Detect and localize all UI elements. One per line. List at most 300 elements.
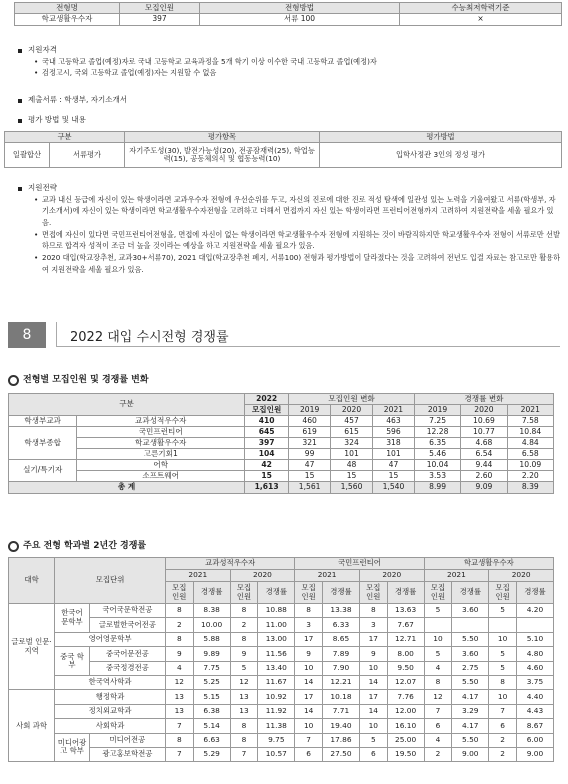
t2-h-year: 2020 [230,570,295,582]
t2-h-rate: 경쟁률 [258,582,295,604]
cell-value: 15 [373,471,415,482]
cell-value: 7.90 [323,661,360,675]
cell-value: 397 [245,438,289,449]
cell-value: 13 [165,690,193,704]
cell-value: 6 [359,747,387,761]
cell-value [516,618,553,632]
cell-value: 4 [165,661,193,675]
table-row [9,438,554,449]
cell-value: 460 [289,416,331,427]
division: 한국어 문학부 [55,604,90,633]
cell-value: 13 [165,704,193,718]
t1-h-2022: 2022 [245,394,289,405]
total-value: 1,540 [373,482,415,494]
cell-value: 13.38 [323,604,360,618]
cell-value: 2 [165,618,193,632]
cell-value: 9 [230,647,258,661]
cell-value: 11.00 [258,618,295,632]
cell-value: 3.29 [452,704,489,718]
cell-value: 7.58 [507,416,553,427]
cell-value: 8 [230,733,258,747]
cell-value: 15 [331,471,373,482]
cell-value: 12 [424,690,452,704]
cell-value: 17.86 [323,733,360,747]
cell-value: 5 [424,604,452,618]
cell-value: 12 [230,675,258,689]
cell-value: 2 [230,618,258,632]
t2-h-quota: 모집 인원 [359,582,387,604]
cell-value: 13 [230,704,258,718]
th-quota: 모집인원 [120,3,200,14]
t2-h-quota: 모집 인원 [295,582,323,604]
cell-value: 8 [424,675,452,689]
qual-item: • 국내 고등학교 졸업(예정)자로 국내 고등학교 교육과정을 5개 학기 이상 이수한 국내 고등학교 졸업(예정)자 [14,56,562,68]
cell-value: 9.89 [193,647,230,661]
section-number: 8 [8,322,46,348]
t2-title: 주요 전형 학과별 2년간 경쟁률 [8,538,146,552]
cell-value: 5.10 [516,632,553,646]
cell-value: 12.28 [414,427,460,438]
cell-value: 8 [165,632,193,646]
cell-value: 7.67 [387,618,424,632]
t2-h-rate: 경쟁률 [452,582,489,604]
th-type: 전형명 [15,3,120,14]
cell-value: 4.17 [452,719,489,733]
strategy-item: • 면접에 자신이 있다면 국민프런티어전형을, 면접에 자신이 없는 학생이라면 학교생활우수자 전형에 지원하는 것이 바람직하지만 학교생활우수자 전형이 서류로만 선발하므로 합격자 성적이 조금 더 높을 것이라는 예상을 하고 지원전략을 세울 필요가 있음. [14,229,562,252]
cell-value: 19.50 [387,747,424,761]
section-heading [8,322,560,348]
cell-value: 13.63 [387,604,424,618]
strategy-item: • 2020 대입(학교장추천, 교과30+서류70), 2021 대입(학교장추천 폐지, 서류100) 전형과 평가방법이 달라졌다는 것을 고려하여 전년도 입결 자료는 참고로만 활용하여 지원전략을 세울 필요가 있음. [14,252,562,275]
college: 사회 과학 [9,690,55,762]
row-group: 학생부교과 [9,416,77,427]
cell-value: 5.15 [193,690,230,704]
cell-value: 3 [359,618,387,632]
t1-h-change: 모집인원 변화 [289,394,415,405]
major: 글로벌한국어전공 [89,618,165,632]
cell-value: 6.38 [193,704,230,718]
cell-value: 5 [359,733,387,747]
table-row [9,427,554,438]
cell-value: 4.17 [452,690,489,704]
cell-value: 7.75 [193,661,230,675]
cell-value: 10 [295,661,323,675]
major-competition-table [8,557,554,762]
cell-value: 11.67 [258,675,295,689]
cell-value: 3.53 [414,471,460,482]
cell-value: 10.04 [414,460,460,471]
row-name: 고른기회1 [77,449,245,460]
t1-h-year: 2021 [507,405,553,416]
cell-value: 5 [489,647,517,661]
competition-by-type-table [8,393,554,494]
cell-value: 7 [230,747,258,761]
t1-h-rate: 경쟁률 변화 [414,394,553,405]
cell-value: 17 [359,690,387,704]
cell-value: 2.60 [461,471,507,482]
cell-value: 48 [331,460,373,471]
cell-value: 10.57 [258,747,295,761]
major: 중국어문전공 [89,647,165,661]
circle-bullet-icon [8,541,19,552]
cell-value: 6.35 [414,438,460,449]
cell-value: 12.21 [323,675,360,689]
cell-value: 10.77 [461,427,507,438]
th-items: 평가항목 [125,132,320,143]
t1-h-year: 2019 [414,405,460,416]
cell-value: 6.54 [461,449,507,460]
table-row [9,618,554,632]
row-name: 소프트웨어 [77,471,245,482]
cell-value: 2 [424,747,452,761]
total-value: 8.99 [414,482,460,494]
cell-value: 9 [295,647,323,661]
cell-value: 8.65 [323,632,360,646]
division: 미디어광고 학부 [55,733,90,762]
th-gubun: 구분 [5,132,125,143]
row-group: 학생부종합 [9,427,77,460]
cell-value: 17 [295,632,323,646]
t1-h-year: 2020 [331,405,373,416]
cell-value: 4 [424,661,452,675]
t2-h-quota: 모집 인원 [230,582,258,604]
cell-value: 7 [165,719,193,733]
cell-value: 7.76 [387,690,424,704]
cell-value: 47 [373,460,415,471]
cell-value: 5.50 [452,632,489,646]
cell-value: 5 [489,604,517,618]
cell-value: 10.69 [461,416,507,427]
cell-value: 3 [295,618,323,632]
cell-value: 6 [424,719,452,733]
admission-type-table [14,2,562,26]
cell-value: 5.29 [193,747,230,761]
major: 한국역사학과 [55,675,166,689]
t2-h-univ: 대학 [9,558,55,604]
t2-h-quota: 모집 인원 [489,582,517,604]
cell-value: 5 [230,661,258,675]
t2-h-year: 2021 [165,570,230,582]
cell-value: 9.50 [387,661,424,675]
cell-value: 6 [295,747,323,761]
strategy-title: 지원전략 [14,182,562,194]
strategy-item: • 교과 내신 등급에 자신이 있는 학생이라면 교과우수자 전형에 우선순위를 두고, 자신의 진로에 대한 진로 적성 탐색에 일관성 있는 노력을 기울여왔고 서류(학생부, 자기소개서)에 자신이 있는 학생이라면 학교생활우수자전형을 고려하고 더해서 면접까지 자신 있는 학생이라면 프런티어전형까지 고려하여 지원전략을 세울 필요가 있음. [14,194,562,229]
docs-line: 제출서류 : 학생부, 자기소개서 [14,94,127,106]
t2-h-group: 교과성적우수자 [165,558,294,570]
circle-bullet-icon [8,375,19,386]
cell-value: 324 [331,438,373,449]
cell-value: 2 [489,733,517,747]
td-eval-items: 자기주도성(30), 발전가능성(20), 전공잠재력(25), 학업능력(15), 공동체의식 및 협동능력(10) [125,143,320,168]
table-row [9,719,554,733]
eval-title: 평가 방법 및 내용 [14,114,86,126]
cell-value: 10 [295,719,323,733]
major: 광고홍보학전공 [89,747,165,761]
cell-value: 101 [373,449,415,460]
t1-h-year: 2021 [373,405,415,416]
cell-value: 5.50 [452,675,489,689]
cell-value: 3.75 [516,675,553,689]
cell-value: 2 [489,747,517,761]
cell-value: 10.18 [323,690,360,704]
cell-value: 15 [245,471,289,482]
cell-value: 6.00 [516,733,553,747]
t2-h-quota: 모집 인원 [165,582,193,604]
cell-value: 14 [295,704,323,718]
cell-value: 318 [373,438,415,449]
cell-value: 4 [424,733,452,747]
cell-value: 25.00 [387,733,424,747]
cell-value: 7.89 [323,647,360,661]
table-row [9,471,554,482]
cell-value: 10 [359,661,387,675]
row-name: 학교생활우수자 [77,438,245,449]
cell-value: 42 [245,460,289,471]
cell-value: 15 [289,471,331,482]
major: 행정학과 [55,690,166,704]
major: 영어영문학부 [55,632,166,646]
cell-value: 615 [331,427,373,438]
cell-value: 7.25 [414,416,460,427]
t2-h-group: 학교생활우수자 [424,558,553,570]
cell-value: 7 [424,704,452,718]
cell-value: 9.75 [258,733,295,747]
t2-wrap [8,557,554,762]
row-name: 어학 [77,460,245,471]
td-eval-method: 입학사정관 3인의 정성 평가 [320,143,562,168]
cell-value: 17 [295,690,323,704]
cell-value: 645 [245,427,289,438]
cell-value: 7.71 [323,704,360,718]
cell-value: 10.84 [507,427,553,438]
cell-value: 10 [489,690,517,704]
td-quota: 397 [120,14,200,26]
cell-value: 8 [230,604,258,618]
cell-value: 101 [331,449,373,460]
table-row [9,416,554,427]
cell-value: 16.10 [387,719,424,733]
cell-value: 10.92 [258,690,295,704]
cell-value: 27.50 [323,747,360,761]
cell-value: 8.00 [387,647,424,661]
cell-value: 10.00 [193,618,230,632]
cell-value: 99 [289,449,331,460]
t2-h-unit: 모집단위 [55,558,166,604]
cell-value: 7 [165,747,193,761]
cell-value: 13 [230,690,258,704]
cell-value: 104 [245,449,289,460]
table-row [9,632,554,646]
table-row [9,690,554,704]
eval-table [4,131,562,168]
cell-value: 4.40 [516,690,553,704]
cell-value: 7 [489,704,517,718]
t2-h-year: 2020 [359,570,424,582]
total-value: 8.39 [507,482,553,494]
qualification-block [14,44,562,79]
cell-value: 596 [373,427,415,438]
cell-value: 5.88 [193,632,230,646]
total-value: 9.09 [461,482,507,494]
t2-h-rate: 경쟁률 [516,582,553,604]
major: 미디어전공 [89,733,165,747]
cell-value: 10 [489,632,517,646]
cell-value: 7 [295,733,323,747]
cell-value: 8.67 [516,719,553,733]
td-combined: 일괄합산 [5,143,50,168]
cell-value: 9.00 [516,747,553,761]
table-row [9,449,554,460]
cell-value: 5.46 [414,449,460,460]
table-row [9,647,554,661]
th-eval-method: 평가방법 [320,132,562,143]
cell-value: 12.71 [387,632,424,646]
cell-value: 5.25 [193,675,230,689]
college: 글로벌 인문·지역 [9,604,55,690]
cell-value: 8 [230,719,258,733]
total-value: 1,560 [331,482,373,494]
cell-value: 6.63 [193,733,230,747]
cell-value: 5 [424,647,452,661]
major: 사회학과 [55,719,166,733]
cell-value [452,618,489,632]
cell-value [424,618,452,632]
major: 정치외교학과 [55,704,166,718]
cell-value: 10 [359,719,387,733]
table-row [9,747,554,761]
row-group: 실기/특기자 [9,460,77,482]
td-method: 서류 100 [200,14,400,26]
major: 중국정경전공 [89,661,165,675]
cell-value: 8 [489,675,517,689]
cell-value: 3.60 [452,647,489,661]
cell-value: 17 [359,632,387,646]
table-row [9,604,554,618]
cell-value: 11.92 [258,704,295,718]
cell-value: 4.60 [516,661,553,675]
td-type: 학교생활우수자 [15,14,120,26]
cell-value: 12 [165,675,193,689]
cell-value: 8 [359,604,387,618]
cell-value: 11.56 [258,647,295,661]
row-name: 교과성적우수자 [77,416,245,427]
cell-value: 463 [373,416,415,427]
cell-value: 47 [289,460,331,471]
top-table-wrap [14,2,562,26]
cell-value: 13.00 [258,632,295,646]
cell-value: 8 [165,604,193,618]
t1-h-year: 2019 [289,405,331,416]
table-row [9,460,554,471]
cell-value: 8.38 [193,604,230,618]
t2-h-rate: 경쟁률 [193,582,230,604]
cell-value: 9.00 [452,747,489,761]
cell-value: 5 [489,661,517,675]
t1-h-mojib: 모집인원 [245,405,289,416]
t2-h-year: 2021 [295,570,360,582]
cell-value: 6 [489,719,517,733]
row-name: 국민프런티어 [77,427,245,438]
cell-value: 8 [295,604,323,618]
td-doc-eval: 서류평가 [50,143,125,168]
th-min-csat: 수능최저학력기준 [400,3,562,14]
t2-h-year: 2021 [424,570,489,582]
table-row [9,675,554,689]
qual-title: 지원자격 [14,44,562,56]
table-row [9,733,554,747]
t1-h-gubun: 구분 [9,394,245,416]
cell-value: 14 [295,675,323,689]
section-title: 2022 대입 수시전형 경쟁률 [70,330,229,345]
cell-value: 9 [359,647,387,661]
cell-value: 10.88 [258,604,295,618]
division: 중국 학부 [55,647,90,676]
cell-value: 9.44 [461,460,507,471]
cell-value: 11.38 [258,719,295,733]
cell-value: 2.75 [452,661,489,675]
qual-item: • 검정고시, 국외 고등학교 졸업(예정)자는 지원할 수 없음 [14,67,562,79]
cell-value: 14 [359,675,387,689]
eval-table-wrap [4,131,562,168]
cell-value: 2.20 [507,471,553,482]
cell-value: 12.00 [387,704,424,718]
cell-value: 6.58 [507,449,553,460]
cell-value: 5.14 [193,719,230,733]
cell-value: 321 [289,438,331,449]
cell-value: 14 [359,704,387,718]
td-min-csat: × [400,14,562,26]
t1-h-year: 2020 [461,405,507,416]
cell-value: 8 [230,632,258,646]
cell-value: 619 [289,427,331,438]
cell-value: 9 [165,647,193,661]
cell-value: 6.33 [323,618,360,632]
cell-value: 4.80 [516,647,553,661]
cell-value: 4.84 [507,438,553,449]
t2-h-rate: 경쟁률 [323,582,360,604]
major: 국어국문학전공 [89,604,165,618]
cell-value: 10 [424,632,452,646]
t2-h-rate: 경쟁률 [387,582,424,604]
t2-h-quota: 모집 인원 [424,582,452,604]
cell-value: 8 [165,733,193,747]
table-row [9,704,554,718]
cell-value: 410 [245,416,289,427]
cell-value: 4.43 [516,704,553,718]
th-method: 전형방법 [200,3,400,14]
cell-value: 457 [331,416,373,427]
cell-value: 3.60 [452,604,489,618]
cell-value: 10.09 [507,460,553,471]
total-value: 1,613 [245,482,289,494]
t2-h-group: 국민프런티어 [295,558,424,570]
cell-value: 4.68 [461,438,507,449]
table-row [9,661,554,675]
cell-value: 13.40 [258,661,295,675]
cell-value: 19.40 [323,719,360,733]
cell-value: 12.07 [387,675,424,689]
t1-title: 전형별 모집인원 및 경쟁률 변화 [8,372,149,386]
t2-h-year: 2020 [489,570,554,582]
strategy-block [14,182,562,275]
cell-value: 5.50 [452,733,489,747]
total-row [9,482,554,494]
total-label: 총 계 [9,482,245,494]
t1-wrap [8,393,554,494]
total-value: 1,561 [289,482,331,494]
cell-value: 4.20 [516,604,553,618]
cell-value [489,618,517,632]
